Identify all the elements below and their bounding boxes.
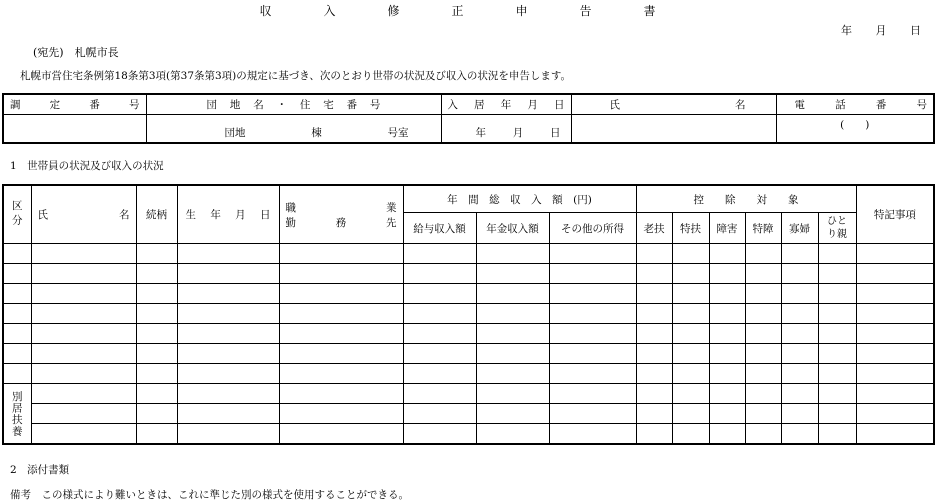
denwa-input[interactable]: ( ) bbox=[776, 115, 934, 144]
table-row bbox=[3, 404, 934, 424]
table-cell[interactable] bbox=[177, 284, 279, 304]
table-cell[interactable] bbox=[476, 264, 549, 284]
header-danchi-jutaku: 団 地 名 ・ 住 宅 番 号 bbox=[146, 94, 441, 115]
table-cell[interactable] bbox=[136, 284, 177, 304]
table-cell[interactable] bbox=[403, 404, 476, 424]
table-cell[interactable] bbox=[709, 364, 745, 384]
table-cell[interactable] bbox=[549, 364, 636, 384]
table-cell[interactable] bbox=[745, 364, 781, 384]
table-cell[interactable] bbox=[636, 344, 672, 364]
table-cell[interactable] bbox=[136, 384, 177, 404]
header-table bbox=[2, 93, 935, 144]
table-cell[interactable] bbox=[745, 344, 781, 364]
table-cell[interactable] bbox=[636, 384, 672, 404]
table-cell[interactable] bbox=[177, 304, 279, 324]
table-cell[interactable] bbox=[856, 364, 934, 384]
table-cell[interactable] bbox=[31, 304, 136, 324]
table-cell[interactable] bbox=[549, 244, 636, 264]
table-cell[interactable] bbox=[279, 304, 403, 324]
table-cell[interactable] bbox=[745, 304, 781, 324]
table-cell[interactable] bbox=[818, 244, 856, 264]
table-cell[interactable] bbox=[856, 404, 934, 424]
col-seinen-gappi: 生 年 月 日 bbox=[177, 185, 279, 244]
table-cell[interactable] bbox=[136, 304, 177, 324]
table-cell[interactable] bbox=[672, 264, 709, 284]
table-cell[interactable] bbox=[781, 324, 818, 344]
table-cell[interactable] bbox=[745, 324, 781, 344]
header-shimei: 氏 名 bbox=[571, 94, 776, 115]
table-cell[interactable] bbox=[177, 424, 279, 445]
table-cell[interactable] bbox=[781, 404, 818, 424]
table-cell[interactable] bbox=[636, 364, 672, 384]
table-cell[interactable] bbox=[709, 264, 745, 284]
col-shougai: 障害 bbox=[709, 213, 745, 244]
col-tokufu: 特扶 bbox=[672, 213, 709, 244]
table-cell[interactable] bbox=[136, 244, 177, 264]
table-cell[interactable] bbox=[279, 384, 403, 404]
col-shokugyo-kinmusaki: 職 業 勤 務 先 bbox=[279, 185, 403, 244]
table-cell[interactable] bbox=[476, 384, 549, 404]
header-chousei-bangou: 調 定 番 号 bbox=[3, 94, 146, 115]
table-cell[interactable] bbox=[672, 424, 709, 445]
col-tokki: 特記事項 bbox=[856, 185, 934, 244]
table-cell[interactable] bbox=[709, 424, 745, 445]
table-cell[interactable] bbox=[636, 264, 672, 284]
col-hitorioya: ひとり親 bbox=[818, 213, 856, 244]
table-cell[interactable] bbox=[856, 284, 934, 304]
table-cell[interactable] bbox=[3, 364, 31, 384]
addressee: (宛先) 札幌市長 bbox=[33, 46, 119, 59]
table-cell[interactable] bbox=[403, 324, 476, 344]
table-cell[interactable] bbox=[781, 384, 818, 404]
table-cell[interactable] bbox=[476, 324, 549, 344]
table-cell[interactable] bbox=[856, 324, 934, 344]
bekkyo-fuyou-label: 別居扶養 bbox=[3, 384, 31, 445]
table-cell[interactable] bbox=[549, 344, 636, 364]
table-cell[interactable] bbox=[279, 264, 403, 284]
table-cell[interactable] bbox=[672, 404, 709, 424]
table-cell[interactable] bbox=[136, 364, 177, 384]
col-kyuyo: 給与収入額 bbox=[403, 213, 476, 244]
table-cell[interactable] bbox=[549, 264, 636, 284]
table-cell[interactable] bbox=[476, 284, 549, 304]
col-kafu: 寡婦 bbox=[781, 213, 818, 244]
table-cell[interactable] bbox=[745, 384, 781, 404]
table-cell[interactable] bbox=[31, 244, 136, 264]
col-nenkin: 年金収入額 bbox=[476, 213, 549, 244]
table-cell[interactable] bbox=[745, 404, 781, 424]
table-cell[interactable] bbox=[403, 264, 476, 284]
table-cell[interactable] bbox=[781, 264, 818, 284]
table-row bbox=[3, 424, 934, 445]
table-cell[interactable] bbox=[636, 404, 672, 424]
table-cell[interactable] bbox=[403, 284, 476, 304]
table-cell[interactable] bbox=[403, 384, 476, 404]
table-cell[interactable] bbox=[476, 244, 549, 264]
table-cell[interactable] bbox=[745, 264, 781, 284]
table-cell[interactable] bbox=[403, 304, 476, 324]
table-cell[interactable] bbox=[781, 364, 818, 384]
table-cell[interactable] bbox=[31, 264, 136, 284]
table-cell[interactable] bbox=[672, 244, 709, 264]
table-cell[interactable] bbox=[856, 244, 934, 264]
table-cell[interactable] bbox=[31, 384, 136, 404]
col-deduction-group: 控 除 対 象 bbox=[636, 185, 856, 213]
table-cell[interactable] bbox=[279, 424, 403, 445]
col-sonota: その他の所得 bbox=[549, 213, 636, 244]
table-cell[interactable] bbox=[3, 324, 31, 344]
table-cell[interactable] bbox=[672, 284, 709, 304]
table-cell[interactable] bbox=[31, 284, 136, 304]
table-cell[interactable] bbox=[672, 344, 709, 364]
declaration-text: 札幌市営住宅条例第18条第3項(第37条第3項)の規定に基づき、次のとおり世帯の状況及び収入の状況を申告します。 bbox=[20, 70, 572, 82]
table-cell[interactable] bbox=[476, 424, 549, 445]
table-cell[interactable] bbox=[3, 344, 31, 364]
table-cell[interactable] bbox=[549, 304, 636, 324]
table-cell[interactable] bbox=[745, 424, 781, 445]
table-cell[interactable] bbox=[177, 364, 279, 384]
table-cell[interactable] bbox=[781, 304, 818, 324]
table-cell[interactable] bbox=[136, 344, 177, 364]
table-cell[interactable] bbox=[672, 324, 709, 344]
table-cell[interactable] bbox=[476, 304, 549, 324]
table-cell[interactable] bbox=[549, 424, 636, 445]
table-cell[interactable] bbox=[3, 304, 31, 324]
table-cell[interactable] bbox=[856, 304, 934, 324]
table-cell[interactable] bbox=[31, 424, 136, 445]
table-cell[interactable] bbox=[781, 344, 818, 364]
table-cell[interactable] bbox=[31, 364, 136, 384]
table-cell[interactable] bbox=[781, 244, 818, 264]
section2-heading: 2 添付書類 bbox=[10, 464, 70, 476]
table-cell[interactable] bbox=[177, 404, 279, 424]
table-cell[interactable] bbox=[31, 324, 136, 344]
table-cell[interactable] bbox=[818, 384, 856, 404]
table-cell[interactable] bbox=[549, 324, 636, 344]
header-nyukyo-date: 入 居 年 月 日 bbox=[441, 94, 571, 115]
table-cell[interactable] bbox=[709, 244, 745, 264]
table-cell[interactable] bbox=[709, 284, 745, 304]
table-cell[interactable] bbox=[177, 324, 279, 344]
col-tokushou: 特障 bbox=[745, 213, 781, 244]
table-cell[interactable] bbox=[403, 344, 476, 364]
chousei-bangou-input[interactable] bbox=[3, 115, 146, 144]
table-cell[interactable] bbox=[177, 264, 279, 284]
table-cell[interactable] bbox=[31, 344, 136, 364]
table-cell[interactable] bbox=[136, 404, 177, 424]
table-cell[interactable] bbox=[818, 324, 856, 344]
table-cell[interactable] bbox=[279, 364, 403, 384]
danchi-input[interactable]: 団地 棟 号室 bbox=[146, 115, 441, 144]
table-cell[interactable] bbox=[709, 404, 745, 424]
table-cell[interactable] bbox=[672, 304, 709, 324]
table-cell[interactable] bbox=[403, 244, 476, 264]
remark-text: 備考 この様式により難いときは、これに準じた別の様式を使用することができる。 bbox=[10, 489, 409, 501]
table-cell[interactable] bbox=[279, 284, 403, 304]
table-cell[interactable] bbox=[709, 324, 745, 344]
table-cell[interactable] bbox=[636, 284, 672, 304]
table-cell[interactable] bbox=[818, 304, 856, 324]
col-zokugara: 続柄 bbox=[136, 185, 177, 244]
shimei-input[interactable] bbox=[571, 115, 776, 144]
header-denwa: 電 話 番 号 bbox=[776, 94, 934, 115]
table-cell[interactable] bbox=[549, 284, 636, 304]
table-cell[interactable] bbox=[636, 424, 672, 445]
table-cell[interactable] bbox=[709, 304, 745, 324]
table-cell[interactable] bbox=[549, 404, 636, 424]
table-cell[interactable] bbox=[709, 384, 745, 404]
table-cell[interactable] bbox=[177, 384, 279, 404]
table-cell[interactable] bbox=[818, 364, 856, 384]
table-cell[interactable] bbox=[549, 384, 636, 404]
table-cell[interactable] bbox=[636, 244, 672, 264]
table-row bbox=[3, 264, 934, 284]
table-cell[interactable] bbox=[818, 284, 856, 304]
table-cell[interactable] bbox=[476, 404, 549, 424]
col-kubun: 区分 bbox=[3, 185, 31, 244]
table-cell[interactable] bbox=[403, 364, 476, 384]
table-cell[interactable] bbox=[403, 424, 476, 445]
table-cell[interactable] bbox=[136, 424, 177, 445]
table-cell[interactable] bbox=[818, 344, 856, 364]
table-cell[interactable] bbox=[745, 244, 781, 264]
date-line: 年 月 日 bbox=[841, 24, 921, 37]
table-cell[interactable] bbox=[636, 304, 672, 324]
table-cell[interactable] bbox=[672, 384, 709, 404]
table-cell[interactable] bbox=[279, 404, 403, 424]
table-cell[interactable] bbox=[3, 264, 31, 284]
member-table bbox=[2, 184, 935, 445]
table-cell[interactable] bbox=[136, 324, 177, 344]
table-cell[interactable] bbox=[818, 404, 856, 424]
table-cell[interactable] bbox=[781, 284, 818, 304]
table-row bbox=[3, 304, 934, 324]
table-cell[interactable] bbox=[856, 344, 934, 364]
table-cell[interactable] bbox=[709, 344, 745, 364]
table-row bbox=[3, 324, 934, 344]
table-cell[interactable] bbox=[856, 384, 934, 404]
table-row bbox=[3, 244, 934, 264]
table-row bbox=[3, 384, 934, 404]
table-cell[interactable] bbox=[177, 244, 279, 264]
col-income-group: 年 間 総 収 入 額 (円) bbox=[403, 185, 636, 213]
col-shimei: 氏 名 bbox=[31, 185, 136, 244]
table-cell[interactable] bbox=[3, 244, 31, 264]
table-cell[interactable] bbox=[279, 324, 403, 344]
form-title: 収 入 修 正 申 告 書 bbox=[259, 4, 676, 18]
table-cell[interactable] bbox=[279, 244, 403, 264]
table-cell[interactable] bbox=[672, 364, 709, 384]
table-cell[interactable] bbox=[636, 324, 672, 344]
table-cell[interactable] bbox=[856, 264, 934, 284]
col-roufu: 老扶 bbox=[636, 213, 672, 244]
table-cell[interactable] bbox=[818, 264, 856, 284]
table-cell[interactable] bbox=[476, 364, 549, 384]
table-cell[interactable] bbox=[856, 424, 934, 445]
table-cell[interactable] bbox=[31, 404, 136, 424]
table-cell[interactable] bbox=[136, 264, 177, 284]
table-row bbox=[3, 364, 934, 384]
nyukyo-date-input[interactable]: 年 月 日 bbox=[441, 115, 571, 144]
table-cell[interactable] bbox=[745, 284, 781, 304]
table-row bbox=[3, 284, 934, 304]
table-cell[interactable] bbox=[279, 344, 403, 364]
section1-heading: 1 世帯員の状況及び収入の状況 bbox=[10, 160, 164, 172]
table-cell[interactable] bbox=[3, 284, 31, 304]
table-cell[interactable] bbox=[177, 344, 279, 364]
table-cell[interactable] bbox=[781, 424, 818, 445]
table-cell[interactable] bbox=[476, 344, 549, 364]
table-cell[interactable] bbox=[818, 424, 856, 445]
table-row bbox=[3, 344, 934, 364]
